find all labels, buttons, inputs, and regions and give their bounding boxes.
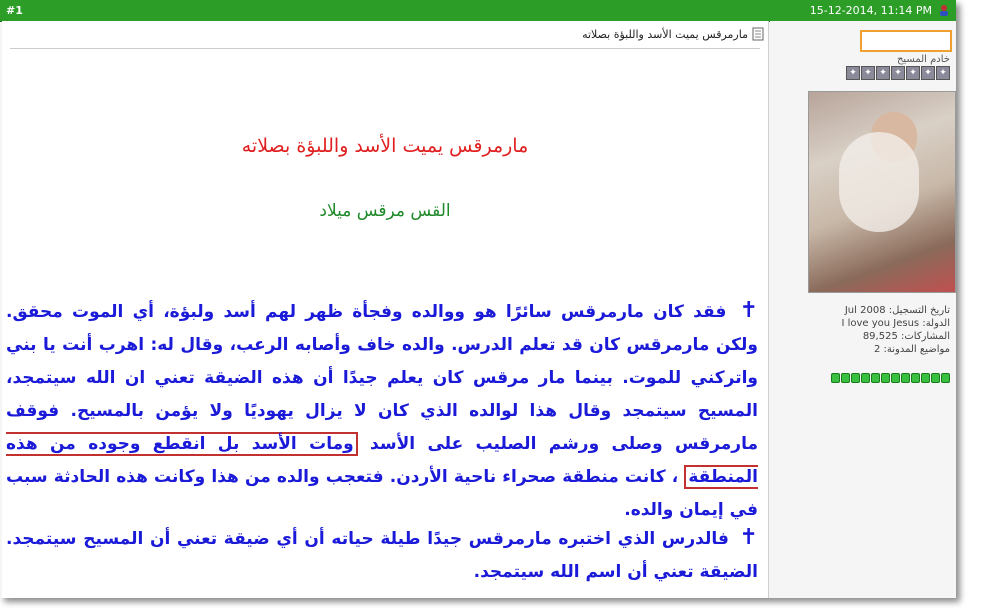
post-paragraph-2 [6, 521, 758, 589]
post-author: القس مرقس ميلاد [319, 201, 451, 221]
reputation-pip [841, 373, 850, 383]
user-online-icon [938, 4, 950, 16]
document-icon [752, 27, 764, 41]
rank-star-icon: ✦ [936, 66, 950, 80]
avatar-child [839, 132, 919, 232]
blog-topics: مواضيع المدونة: 2 [873, 344, 950, 355]
reputation-pip [871, 373, 880, 383]
cross-icon: ✝ [739, 298, 758, 323]
reputation-pip [861, 373, 870, 383]
rank-star-icon: ✦ [921, 66, 935, 80]
subject-divider [10, 48, 760, 49]
post-datetime: 15-12-2014, 11:14 PM [809, 4, 932, 17]
reputation-pip [901, 373, 910, 383]
post-content [2, 21, 769, 598]
paragraph-1-text-start: فقد كان مارمرقس سائرًا هو ووالده وفجأة ظهر لهم أسد ولبؤة، أي الموت محقق. ولكن مارمرقس كان قد تعلم الدرس. والده خاف وأصابه الرعب، وقال له: اهرب أنت يا بني واتركني للموت. بينما مار مرقس كان يعلم جيدًا أن هذه الضيقة تعني ان الله سيتمجد، المسيح سيتمجد وقال هذا لوالده الذي كان لا يزال يهوديًا ولا يؤمن بالمسيح. فوقف مارمرقس وصلى ورشم الصليب على الأسد [6, 302, 758, 454]
rank-stars [846, 66, 950, 80]
post-count: المشاركات: 89,525 [862, 331, 950, 342]
post-paragraph-1 [6, 294, 758, 527]
rank-star-icon: ✦ [891, 66, 905, 80]
reputation-pip [891, 373, 900, 383]
user-info [841, 304, 950, 356]
user-rank-title: خادم المسيح [896, 54, 950, 65]
rank-star-icon: ✦ [861, 66, 875, 80]
paragraph-1-text-end: ، كانت منطقة صحراء ناحية الأردن. فتعجب والده من هذا وكانت هذه الحادثة سبب في إيمان والده. [6, 467, 758, 520]
user-sidebar [770, 21, 956, 598]
reputation-pip [941, 373, 950, 383]
post-subject-row [582, 27, 764, 41]
join-date: تاريخ التسجيل: Jul 2008 [844, 305, 950, 316]
reputation-pip [831, 373, 840, 383]
user-country: الدولة: I love you Jesus [841, 318, 950, 329]
post-subject: مارمرقس يميت الأسد واللبؤة بصلاته [582, 27, 748, 41]
reputation-pip [921, 373, 930, 383]
reputation-bar [831, 373, 950, 383]
post-title: مارمرقس يميت الأسد واللبؤة بصلاته [241, 135, 529, 157]
rank-star-icon: ✦ [906, 66, 920, 80]
reputation-pip [881, 373, 890, 383]
paragraph-2-text: فالدرس الذي اختبره مارمرقس جيدًا طيلة حياته أن أي ضيقة تعني أن المسيح سيتمجد. الضيقة تعني أن اسم الله سيتمجد. [6, 529, 758, 582]
cross-icon: ✝ [739, 525, 758, 550]
reputation-pip [911, 373, 920, 383]
highlighted-sentence: ومات الأسد بل انقطع وجوده من هذه المنطقة [6, 434, 759, 487]
post-number-link[interactable]: #1 [6, 4, 23, 17]
user-avatar[interactable] [808, 91, 956, 293]
reputation-pip [931, 373, 940, 383]
rank-star-icon: ✦ [876, 66, 890, 80]
reputation-pip [851, 373, 860, 383]
post-header-bar [0, 0, 956, 22]
username-link[interactable] [860, 30, 952, 52]
rank-star-icon: ✦ [846, 66, 860, 80]
